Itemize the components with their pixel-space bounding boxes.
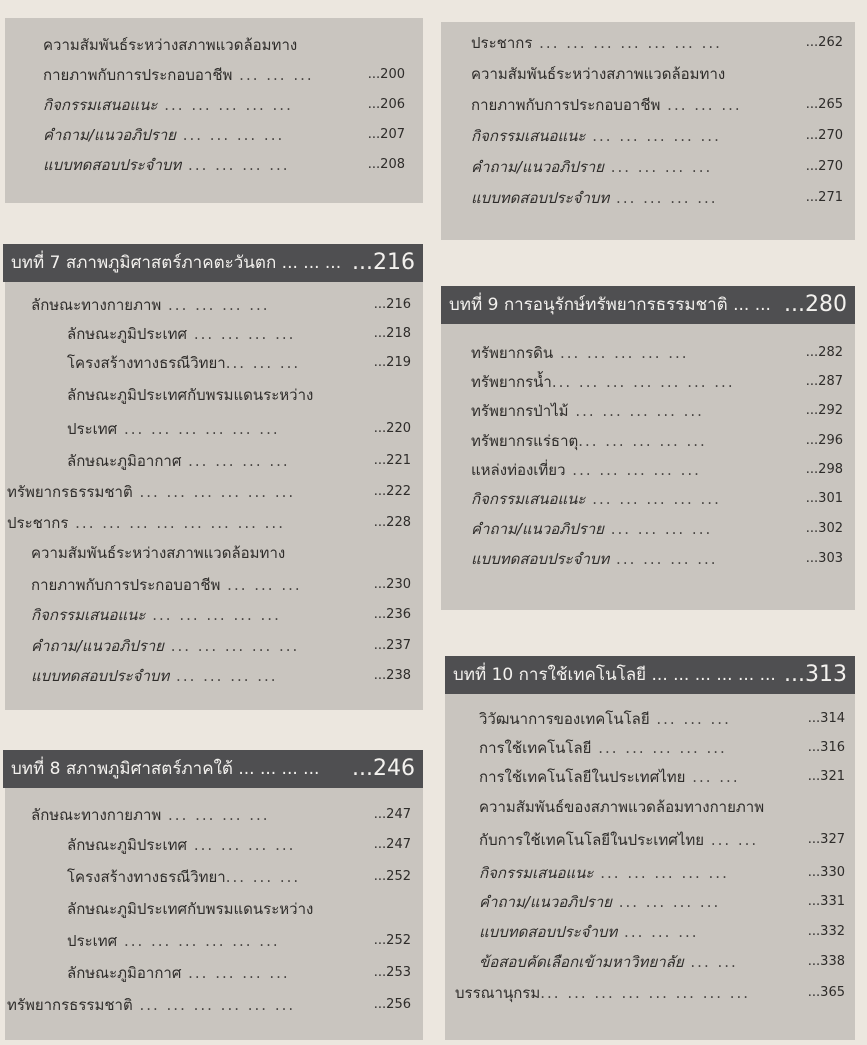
toc-entry-title: แบบทดสอบประจำบท [31, 667, 170, 685]
leader-dots: ... ... ... ... [181, 452, 290, 470]
toc-entry[interactable] [67, 321, 411, 347]
toc-entry-title: ข้อสอบคัดเลือกเข้ามหาวิทยาลัย [479, 953, 684, 971]
toc-entry[interactable] [43, 62, 405, 88]
toc-entry[interactable] [67, 896, 411, 922]
toc-page-number: ...287 [805, 374, 843, 389]
toc-page-number: ...230 [373, 577, 411, 592]
toc-entry-title: แบบทดสอบประจำบท [43, 156, 182, 174]
toc-entry[interactable] [479, 764, 845, 790]
leader-dots: ... ... ... ... [232, 759, 320, 779]
toc-entry[interactable] [471, 123, 843, 149]
chapter-page-number: ...280 [784, 292, 847, 317]
toc-entry-title: คำถาม/แนวอภิปราย [43, 126, 176, 144]
toc-entry[interactable] [31, 292, 411, 318]
toc-page-number: ...262 [805, 35, 843, 50]
leader-dots: ... ... ... ... ... [585, 127, 721, 145]
leader-dots: ... ... ... [220, 576, 302, 594]
toc-entry[interactable] [471, 61, 843, 87]
toc-page-number: ...271 [805, 190, 843, 205]
toc-entry-title: กิจกรรมเสนอแนะ [479, 864, 594, 882]
toc-entry[interactable] [479, 860, 845, 886]
toc-page-number: ...338 [807, 954, 845, 969]
leader-dots: ... ... ... ... [603, 158, 713, 176]
chapter-page-number: ...216 [352, 250, 415, 275]
toc-page-number: ...302 [805, 521, 843, 536]
toc-entry[interactable] [471, 516, 843, 542]
leader-dots: ... ... ... ... ... [593, 864, 729, 882]
leader-dots: ... ... ... ... ... [157, 96, 293, 114]
toc-entry-title: การใช้เทคโนโลยีในประเทศไทย [479, 768, 686, 786]
toc-page-number: ...207 [367, 127, 405, 142]
toc-entry-title: ประชากร [7, 514, 69, 532]
toc-entry[interactable] [67, 832, 411, 858]
toc-page-number: ...216 [373, 297, 411, 312]
toc-page-number: ...206 [367, 97, 405, 112]
toc-entry-title: ทรัพยากรธรรมชาติ [7, 483, 133, 501]
toc-entry-title: ลักษณะภูมิประเทศกับพรมแดนระหว่าง [67, 900, 314, 918]
toc-page-number: ...218 [373, 326, 411, 341]
toc-page-number: ...365 [807, 985, 845, 1000]
leader-dots: ... ... ... ... ... ... [117, 420, 280, 438]
toc-entry[interactable] [67, 448, 411, 474]
toc-entry-title: ประชากร [471, 34, 533, 52]
toc-entry-title: ลักษณะภูมิประเทศ [67, 836, 188, 854]
toc-entry[interactable] [471, 340, 843, 366]
toc-entry[interactable] [31, 572, 411, 598]
toc-entry[interactable] [479, 794, 845, 820]
toc-entry-title: ลักษณะภูมิอากาศ [67, 452, 182, 470]
toc-page-number: ...332 [807, 924, 845, 939]
toc-entry-title: บรรณานุกรม [455, 984, 541, 1002]
leader-dots: ... ... [683, 953, 738, 971]
toc-entry-title: ลักษณะภูมิประเทศกับพรมแดนระหว่าง [67, 386, 314, 404]
toc-entry[interactable] [67, 928, 411, 954]
leader-dots: ... ... ... ... ... ... ... ... [68, 514, 285, 532]
leader-dots: ... ... ... ... [611, 893, 721, 911]
toc-entry-title: ความสัมพันธ์ระหว่างสภาพแวดล้อมทาง [31, 544, 286, 562]
toc-page-number: ...220 [373, 421, 411, 436]
toc-entry-title: ลักษณะภูมิอากาศ [67, 964, 182, 982]
toc-page-number: ...303 [805, 551, 843, 566]
toc-page-number: ...327 [807, 832, 845, 847]
toc-entry[interactable] [7, 992, 411, 1018]
leader-dots: ... ... ... ... ... ... [132, 996, 296, 1014]
toc-entry[interactable] [471, 428, 843, 454]
leader-dots: ... ... ... ... [603, 520, 713, 538]
toc-entry-title: ประเทศ [67, 420, 118, 438]
toc-page-number: ...252 [373, 869, 411, 884]
leader-dots: ... ... [727, 295, 771, 315]
chapter-title: บทที่ 8 สภาพภูมิศาสตร์ภาคใต้ [11, 759, 233, 779]
toc-page-number: ...228 [373, 515, 411, 530]
toc-entry-title: กายภาพกับการประกอบอาชีพ [43, 66, 233, 84]
toc-entry[interactable] [479, 706, 845, 732]
toc-entry[interactable] [67, 960, 411, 986]
leader-dots: ... ... ... ... [175, 126, 285, 144]
toc-entry[interactable] [31, 802, 411, 828]
toc-entry[interactable] [479, 889, 845, 915]
toc-page-number: ...331 [807, 894, 845, 909]
toc-entry-title: ลักษณะภูมิประเทศ [67, 325, 188, 343]
chapter-title: บทที่ 9 การอนุรักษ์ทรัพยากรธรรมชาติ [449, 295, 728, 315]
toc-entry[interactable] [471, 486, 843, 512]
chapter-title: บทที่ 10 การใช้เทคโนโลยี [453, 665, 647, 685]
toc-block-left-top [5, 18, 423, 203]
chapter-title: บทที่ 7 สภาพภูมิศาสตร์ภาคตะวันตก [11, 253, 277, 273]
toc-page-number: ...256 [373, 997, 411, 1012]
leader-dots: ... ... ... ... [161, 296, 270, 314]
toc-entry[interactable] [479, 949, 845, 975]
toc-entry-title: คำถาม/แนวอภิปราย [471, 158, 604, 176]
leader-dots: ... ... ... ... ... ... [117, 932, 280, 950]
leader-dots: ... ... ... ... ... [568, 402, 704, 420]
toc-page-number: ...265 [805, 97, 843, 112]
toc-entry[interactable] [31, 663, 411, 689]
toc-page-number: ...247 [373, 807, 411, 822]
toc-entry[interactable] [471, 546, 843, 572]
toc-entry-title: คำถาม/แนวอภิปราย [471, 520, 604, 538]
leader-dots: ... ... ... [276, 253, 342, 273]
leader-dots: ... ... ... ... ... [565, 461, 701, 479]
leader-dots: ... ... ... ... ... [578, 432, 707, 450]
leader-dots: ... ... ... ... [187, 325, 296, 343]
toc-entry[interactable] [7, 510, 411, 536]
leader-dots: ... ... ... ... ... ... ... ... [540, 984, 751, 1002]
toc-entry[interactable] [67, 382, 411, 408]
toc-entry[interactable] [471, 369, 843, 395]
toc-entry-title: ประเทศ [67, 932, 118, 950]
toc-entry[interactable] [43, 152, 405, 178]
leader-dots: ... ... ... ... [169, 667, 278, 685]
leader-dots: ... ... ... ... ... [163, 637, 300, 655]
toc-page-number: ...292 [805, 403, 843, 418]
leader-dots: ... ... ... [232, 66, 314, 84]
toc-page-number: ...236 [373, 607, 411, 622]
leader-dots: ... ... ... ... ... ... [132, 483, 296, 501]
toc-entry-title: กิจกรรมเสนอแนะ [471, 490, 586, 508]
toc-entry-title: แบบทดสอบประจำบท [479, 923, 618, 941]
leader-dots: ... ... ... ... ... ... ... [532, 34, 722, 52]
leader-dots: ... ... ... [660, 96, 742, 114]
toc-page-number: ...270 [805, 159, 843, 174]
leader-dots: ... ... ... ... ... [553, 344, 689, 362]
toc-entry[interactable] [67, 864, 411, 890]
toc-page-number: ...219 [373, 355, 411, 370]
toc-entry-title: แหล่งท่องเที่ยว [471, 461, 566, 479]
toc-page-number: ...238 [373, 668, 411, 683]
toc-page-number: ...247 [373, 837, 411, 852]
leader-dots: ... ... [704, 831, 759, 849]
toc-entry[interactable] [31, 633, 411, 659]
toc-entry[interactable] [43, 32, 405, 58]
leader-dots: ... ... ... ... [161, 806, 270, 824]
toc-entry-title: โครงสร้างทางธรณีวิทยา [67, 868, 226, 886]
toc-entry[interactable] [471, 154, 843, 180]
toc-page-number: ...252 [373, 933, 411, 948]
toc-entry[interactable] [471, 185, 843, 211]
toc-entry-title: ทรัพยากรดิน [471, 344, 554, 362]
toc-entry-title: ทรัพยากรน้ำ [471, 373, 552, 391]
toc-entry-title: ความสัมพันธ์ของสภาพแวดล้อมทางกายภาพ [479, 798, 765, 816]
toc-entry-title: ทรัพยากรป่าไม้ [471, 402, 569, 420]
leader-dots: ... ... [685, 768, 740, 786]
toc-page-number: ...221 [373, 453, 411, 468]
leader-dots: ... ... ... [225, 354, 301, 372]
toc-entry-title: กิจกรรมเสนอแนะ [31, 606, 146, 624]
toc-page-number: ...301 [805, 491, 843, 506]
toc-entry-title: คำถาม/แนวอภิปราย [31, 637, 164, 655]
toc-entry[interactable] [7, 479, 411, 505]
toc-page-number: ...270 [805, 128, 843, 143]
toc-entry[interactable] [471, 457, 843, 483]
toc-block-chapter-10 [445, 694, 855, 1040]
chapter-page-number: ...246 [352, 756, 415, 781]
toc-entry[interactable] [479, 735, 845, 761]
toc-entry[interactable] [31, 602, 411, 628]
leader-dots: ... ... ... ... [609, 189, 718, 207]
toc-entry-title: ลักษณะทางกายภาพ [31, 296, 162, 314]
toc-page-number: ...314 [807, 711, 845, 726]
toc-entry[interactable] [471, 30, 843, 56]
toc-entry[interactable] [471, 398, 843, 424]
leader-dots: ... ... ... ... ... [145, 606, 281, 624]
toc-entry[interactable] [479, 827, 845, 853]
leader-dots: ... ... ... ... ... [591, 739, 727, 757]
toc-page-number: ...222 [373, 484, 411, 499]
toc-entry-title: ความสัมพันธ์ระหว่างสภาพแวดล้อมทาง [471, 65, 726, 83]
toc-entry-title: การใช้เทคโนโลยี [479, 739, 592, 757]
toc-entry-title: แบบทดสอบประจำบท [471, 550, 610, 568]
leader-dots: ... ... ... [225, 868, 301, 886]
toc-entry-title: กายภาพกับการประกอบอาชีพ [471, 96, 661, 114]
leader-dots: ... ... ... ... ... ... [646, 665, 776, 685]
chapter-10-header[interactable] [445, 656, 855, 694]
toc-entry-title: คำถาม/แนวอภิปราย [479, 893, 612, 911]
toc-entry[interactable] [471, 92, 843, 118]
toc-entry-title: ลักษณะทางกายภาพ [31, 806, 162, 824]
leader-dots: ... ... ... [617, 923, 699, 941]
toc-entry-title: ทรัพยากรแร่ธาตุ [471, 432, 579, 450]
leader-dots: ... ... ... ... [609, 550, 718, 568]
toc-page-number: ...321 [807, 769, 845, 784]
toc-page-number: ...200 [367, 67, 405, 82]
toc-page-number: ...237 [373, 638, 411, 653]
leader-dots: ... ... ... ... ... [585, 490, 721, 508]
chapter-7-header[interactable] [3, 244, 423, 282]
toc-page-number: ...298 [805, 462, 843, 477]
toc-entry-title: กับการใช้เทคโนโลยีในประเทศไทย [479, 831, 705, 849]
toc-entry[interactable] [43, 122, 405, 148]
toc-block-chapter-7 [5, 282, 423, 710]
toc-entry-title: กายภาพกับการประกอบอาชีพ [31, 576, 221, 594]
toc-entry[interactable] [67, 416, 411, 442]
toc-entry-title: กิจกรรมเสนอแนะ [471, 127, 586, 145]
toc-entry-title: ความสัมพันธ์ระหว่างสภาพแวดล้อมทาง [43, 36, 298, 54]
toc-entry-title: วิวัฒนาการของเทคโนโลยี [479, 710, 650, 728]
chapter-page-number: ...313 [784, 662, 847, 687]
leader-dots: ... ... ... [649, 710, 731, 728]
chapter-9-header[interactable] [441, 286, 855, 324]
toc-entry-title: โครงสร้างทางธรณีวิทยา [67, 354, 226, 372]
toc-page-number: ...253 [373, 965, 411, 980]
toc-block-right-top [441, 22, 855, 240]
toc-entry-title: กิจกรรมเสนอแนะ [43, 96, 158, 114]
toc-entry[interactable] [43, 92, 405, 118]
toc-block-chapter-8 [5, 788, 423, 1040]
leader-dots: ... ... ... ... [181, 964, 290, 982]
leader-dots: ... ... ... ... ... ... ... [551, 373, 735, 391]
toc-entry-title: ทรัพยากรธรรมชาติ [7, 996, 133, 1014]
toc-page-number: ...296 [805, 433, 843, 448]
toc-entry[interactable] [479, 919, 845, 945]
toc-block-chapter-9 [441, 324, 855, 610]
chapter-8-header[interactable] [3, 750, 423, 788]
toc-page-number: ...330 [807, 865, 845, 880]
toc-entry[interactable] [455, 980, 845, 1006]
toc-page-number: ...316 [807, 740, 845, 755]
leader-dots: ... ... ... ... [181, 156, 290, 174]
leader-dots: ... ... ... ... [187, 836, 296, 854]
toc-page-number: ...208 [367, 157, 405, 172]
toc-entry[interactable] [31, 540, 411, 566]
toc-entry-title: แบบทดสอบประจำบท [471, 189, 610, 207]
toc-page-number: ...282 [805, 345, 843, 360]
toc-entry[interactable] [67, 350, 411, 376]
